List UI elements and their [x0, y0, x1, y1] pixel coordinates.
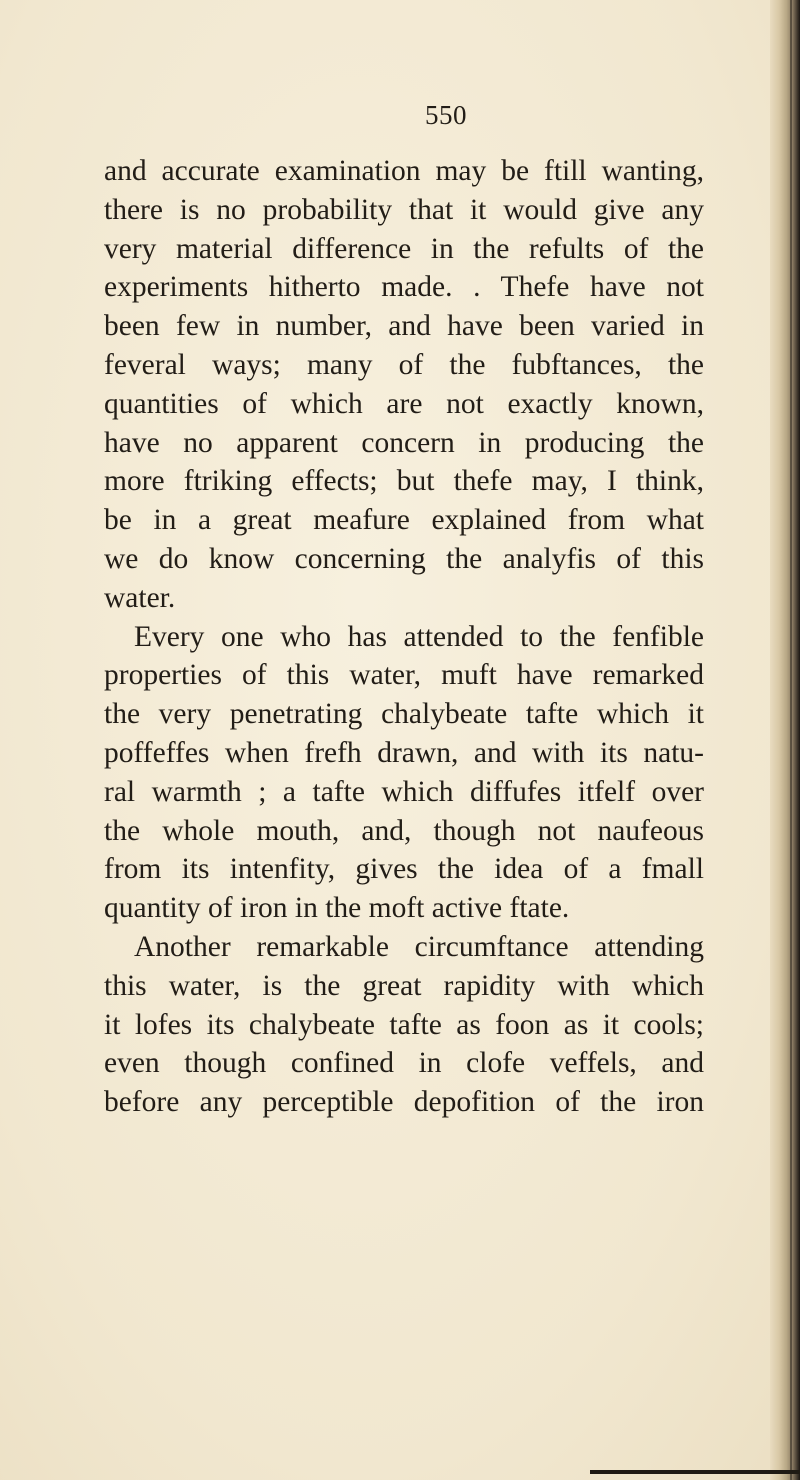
text-line: even though confined in clofe veffels, and — [104, 1047, 704, 1080]
paragraph-first-line: Every one who has attended to the fenfible — [134, 620, 704, 653]
bottom-edge-rule — [590, 1470, 800, 1474]
text-line: and accurate examination may be ftill wanting, — [104, 155, 704, 187]
text-line: feveral ways; many of the fubftances, the — [104, 348, 704, 381]
text-line: there is no probability that it would give any — [104, 193, 704, 226]
body-text — [104, 152, 704, 1122]
page-number: 550 — [425, 100, 467, 130]
text-line: experiments hitherto made. . Thefe have not — [104, 271, 704, 304]
text-line: quantities of which are not exactly known, — [104, 387, 704, 420]
text-line: properties of this water, muft have remarked — [104, 659, 704, 692]
text-line: the very penetrating chalybeate tafte which it — [104, 698, 704, 731]
text-line: more ftriking effects; but thefe may, I think, — [104, 465, 704, 498]
text-line: poffeffes when frefh drawn, and with its natu- — [104, 736, 704, 769]
binding-shadow-line — [790, 0, 792, 1480]
book-binding-edge — [770, 0, 800, 1480]
text-line: quantity of iron in the moft active ftate. — [104, 892, 570, 925]
text-line: we do know concerning the analyfis of this — [104, 542, 704, 575]
text-line: from its intenfity, gives the idea of a fmall — [104, 853, 704, 886]
text-line: before any perceptible depofition of the iron — [104, 1086, 704, 1119]
text-line: it lofes its chalybeate tafte as foon as it cools; — [104, 1008, 704, 1041]
text-line: been few in number, and have been varied in — [104, 310, 704, 343]
text-line: this water, is the great rapidity with which — [104, 969, 704, 1002]
text-line: have no apparent concern in producing the — [104, 426, 704, 459]
text-line: the whole mouth, and, though not naufeous — [104, 814, 704, 847]
text-line: be in a great meafure explained from what — [104, 504, 704, 537]
paragraph-first-line: Another remarkable circumftance attending — [134, 930, 704, 963]
text-line: very material difference in the refults of the — [104, 232, 704, 265]
text-line: water. — [104, 581, 176, 614]
text-line: ral warmth ; a tafte which diffufes itfelf over — [104, 775, 704, 808]
